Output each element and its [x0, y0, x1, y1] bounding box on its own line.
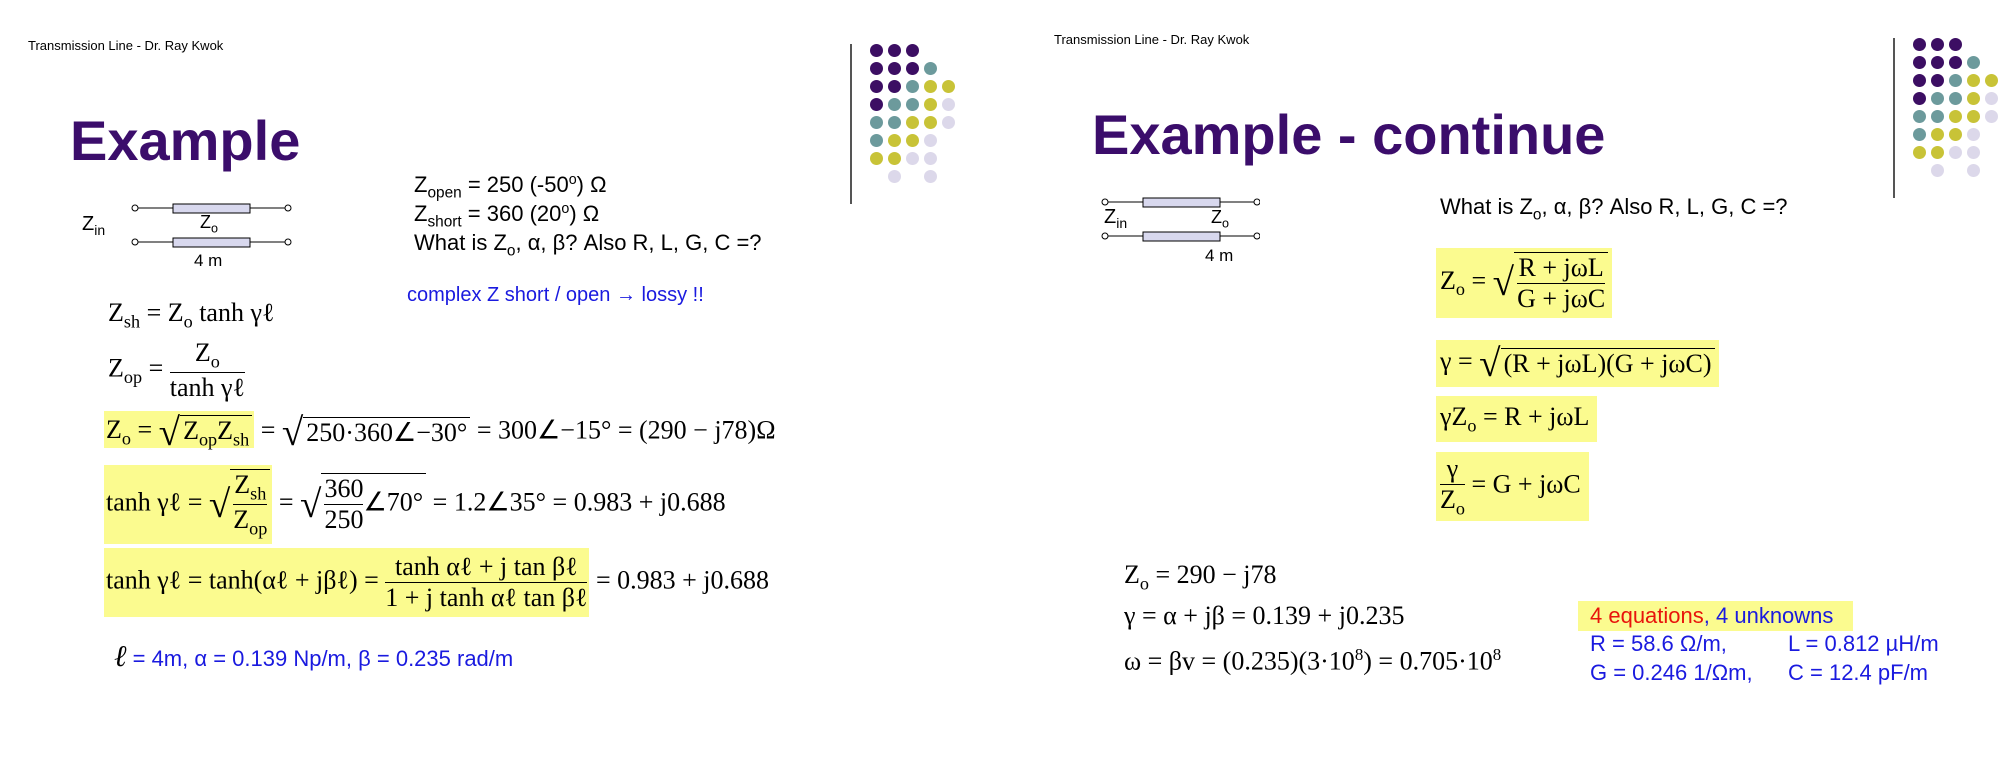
decorative-dot: [1931, 38, 1944, 51]
decorative-dot: [924, 80, 937, 93]
slide-header: Transmission Line - Dr. Ray Kwok: [28, 38, 224, 53]
decorative-dot: [1949, 38, 1962, 51]
eq-zop: $Z_{op}$ = $\frac{Z_o}{\text{tanh γℓ}}$: [108, 338, 245, 403]
decorative-dot: [1913, 146, 1926, 159]
eq-gamma-formula: γ = √ (R + jωL)(G + jωC): [1436, 340, 1719, 387]
line-length: 4 m: [1205, 246, 1234, 265]
decorative-dot: [1931, 110, 1944, 123]
decorative-dot: [888, 134, 901, 147]
decorative-dot: [1985, 74, 1998, 87]
decorative-dot: [906, 80, 919, 93]
decorative-dot: [870, 44, 883, 57]
decorative-dot: [1949, 56, 1962, 69]
decorative-dot: [1931, 92, 1944, 105]
decorative-dot: [942, 116, 955, 129]
decorative-dot: [924, 62, 937, 75]
value-g: G = 0.246 1/Ωm,: [1590, 660, 1753, 685]
decorative-dot: [924, 98, 937, 111]
decorative-dot: [1913, 92, 1926, 105]
decorative-dot: [1913, 128, 1926, 141]
eq-zsh: $Z_{sh} = Z_o$ tanh γℓ: [108, 298, 275, 332]
slide-title: Example - continue: [1092, 103, 1606, 166]
decorative-dot: [1967, 164, 1980, 177]
given-zshort: $Z_{short} = 360$ (20$^o$) Ω: [414, 201, 600, 231]
decorative-dot-grid: [1913, 38, 2003, 178]
decorative-dot: [870, 98, 883, 111]
title-divider: [1893, 38, 1895, 198]
value-r: R = 58.6 Ω/m,: [1590, 631, 1727, 656]
result-zo: $Z_o = 290 - j78$: [1124, 560, 1277, 594]
decorative-dot: [906, 62, 919, 75]
decorative-dot: [924, 116, 937, 129]
decorative-dot: [1931, 164, 1944, 177]
decorative-dot: [1967, 56, 1980, 69]
zo-line-label: $Z_o$: [1211, 207, 1230, 231]
title-divider: [850, 44, 852, 204]
decorative-dot: [1949, 74, 1962, 87]
transmission-line-diagram: [80, 195, 300, 270]
decorative-dot: [1967, 92, 1980, 105]
decorative-dot: [1913, 74, 1926, 87]
decorative-dot: [1931, 74, 1944, 87]
eq-tanh: tanh γℓ = √ $\frac{Z_{sh}}{Z_{op}}$ = √ $\frac{360}{250}$ ∠70° = 1.2∠35° = 0.983 + j0.688: [104, 465, 726, 544]
eq-gamma-div-zo: $\frac{\gamma}{Z_o}$ = G + jωC: [1436, 452, 1589, 521]
value-l: L = 0.812 µH/m: [1788, 631, 1939, 656]
decorative-dot: [1931, 128, 1944, 141]
slide-right: [1020, 0, 2005, 763]
decorative-dot: [888, 80, 901, 93]
result-gamma: γ = α + jβ = 0.139 + j0.235: [1124, 601, 1405, 630]
decorative-dot: [942, 98, 955, 111]
decorative-dot-grid: [870, 44, 960, 184]
question-text: What is $Z_o$, α, β? Also R, L, G, C =?: [414, 230, 762, 260]
decorative-dot: [1985, 110, 1998, 123]
decorative-dot: [906, 44, 919, 57]
decorative-dot: [906, 98, 919, 111]
decorative-dot: [1913, 38, 1926, 51]
decorative-dot: [924, 152, 937, 165]
decorative-dot: [870, 116, 883, 129]
decorative-dot: [924, 170, 937, 183]
decorative-dot: [1985, 92, 1998, 105]
result-omega: $\omega = \beta v = (0.235)(3\cdot 10^8) = 0.705\cdot 10^8$: [1124, 645, 1502, 676]
decorative-dot: [1949, 92, 1962, 105]
decorative-dot: [1913, 56, 1926, 69]
slide-left: [0, 0, 1000, 763]
decorative-dot: [1949, 128, 1962, 141]
decorative-dot: [888, 170, 901, 183]
zo-line-label: $Z_o$: [200, 212, 219, 236]
decorative-dot: [906, 116, 919, 129]
decorative-dot: [906, 152, 919, 165]
decorative-dot: [1967, 146, 1980, 159]
decorative-dot: [888, 62, 901, 75]
slide-header: Transmission Line - Dr. Ray Kwok: [1054, 32, 1250, 47]
decorative-dot: [870, 134, 883, 147]
decorative-dot: [1931, 146, 1944, 159]
decorative-dot: [1913, 110, 1926, 123]
decorative-dot: [888, 152, 901, 165]
eq-tanh-expand: tanh γℓ = tanh(αℓ + jβℓ) = $\frac{\text{tanh αℓ + j tan βℓ}}{\text{1 + j tanh αℓ tan βℓ}}$ = 0.983 + j0.688: [104, 548, 769, 617]
zin-label: $Z_{in}$: [1104, 206, 1128, 231]
decorative-dot: [1949, 146, 1962, 159]
decorative-dot: [888, 98, 901, 111]
decorative-dot: [1931, 56, 1944, 69]
eq-zo: $Z_o$ = √ $Z_{op}Z_{sh}$ = √ 250·360∠−30° = 300∠−15° = (290 − j78)Ω: [106, 411, 776, 454]
line-length: 4 m: [194, 251, 223, 270]
decorative-dot: [870, 80, 883, 93]
slide-title: Example: [70, 109, 301, 172]
eq-zo-formula: $Z_o$ = √ $\frac{\text{R + jωL}}{\text{G + jωC}}$: [1436, 248, 1612, 318]
eq-gamma-zo: $\gamma Z_o = R + j\omega L$: [1436, 396, 1597, 442]
decorative-dot: [870, 62, 883, 75]
decorative-dot: [906, 134, 919, 147]
result-line: ℓ = 4m, α = 0.139 Np/m, β = 0.235 rad/m: [114, 640, 514, 673]
given-zopen: $Z_{open} = 250$ (-50$^o$) Ω: [414, 172, 607, 202]
question-text: What is $Z_o$, α, β? Also R, L, G, C =?: [1440, 194, 1788, 224]
value-c: C = 12.4 pF/m: [1788, 660, 1929, 685]
equation-count: 4 equations, 4 unknowns: [1578, 601, 1853, 631]
lossy-note: complex Z short / open → lossy !!: [407, 284, 704, 306]
decorative-dot: [888, 44, 901, 57]
decorative-dot: [924, 134, 937, 147]
decorative-dot: [1967, 110, 1980, 123]
zin-label: $Z_{in}$: [82, 213, 106, 238]
decorative-dot: [870, 152, 883, 165]
decorative-dot: [888, 116, 901, 129]
decorative-dot: [1967, 128, 1980, 141]
decorative-dot: [1967, 74, 1980, 87]
decorative-dot: [1949, 110, 1962, 123]
decorative-dot: [942, 80, 955, 93]
